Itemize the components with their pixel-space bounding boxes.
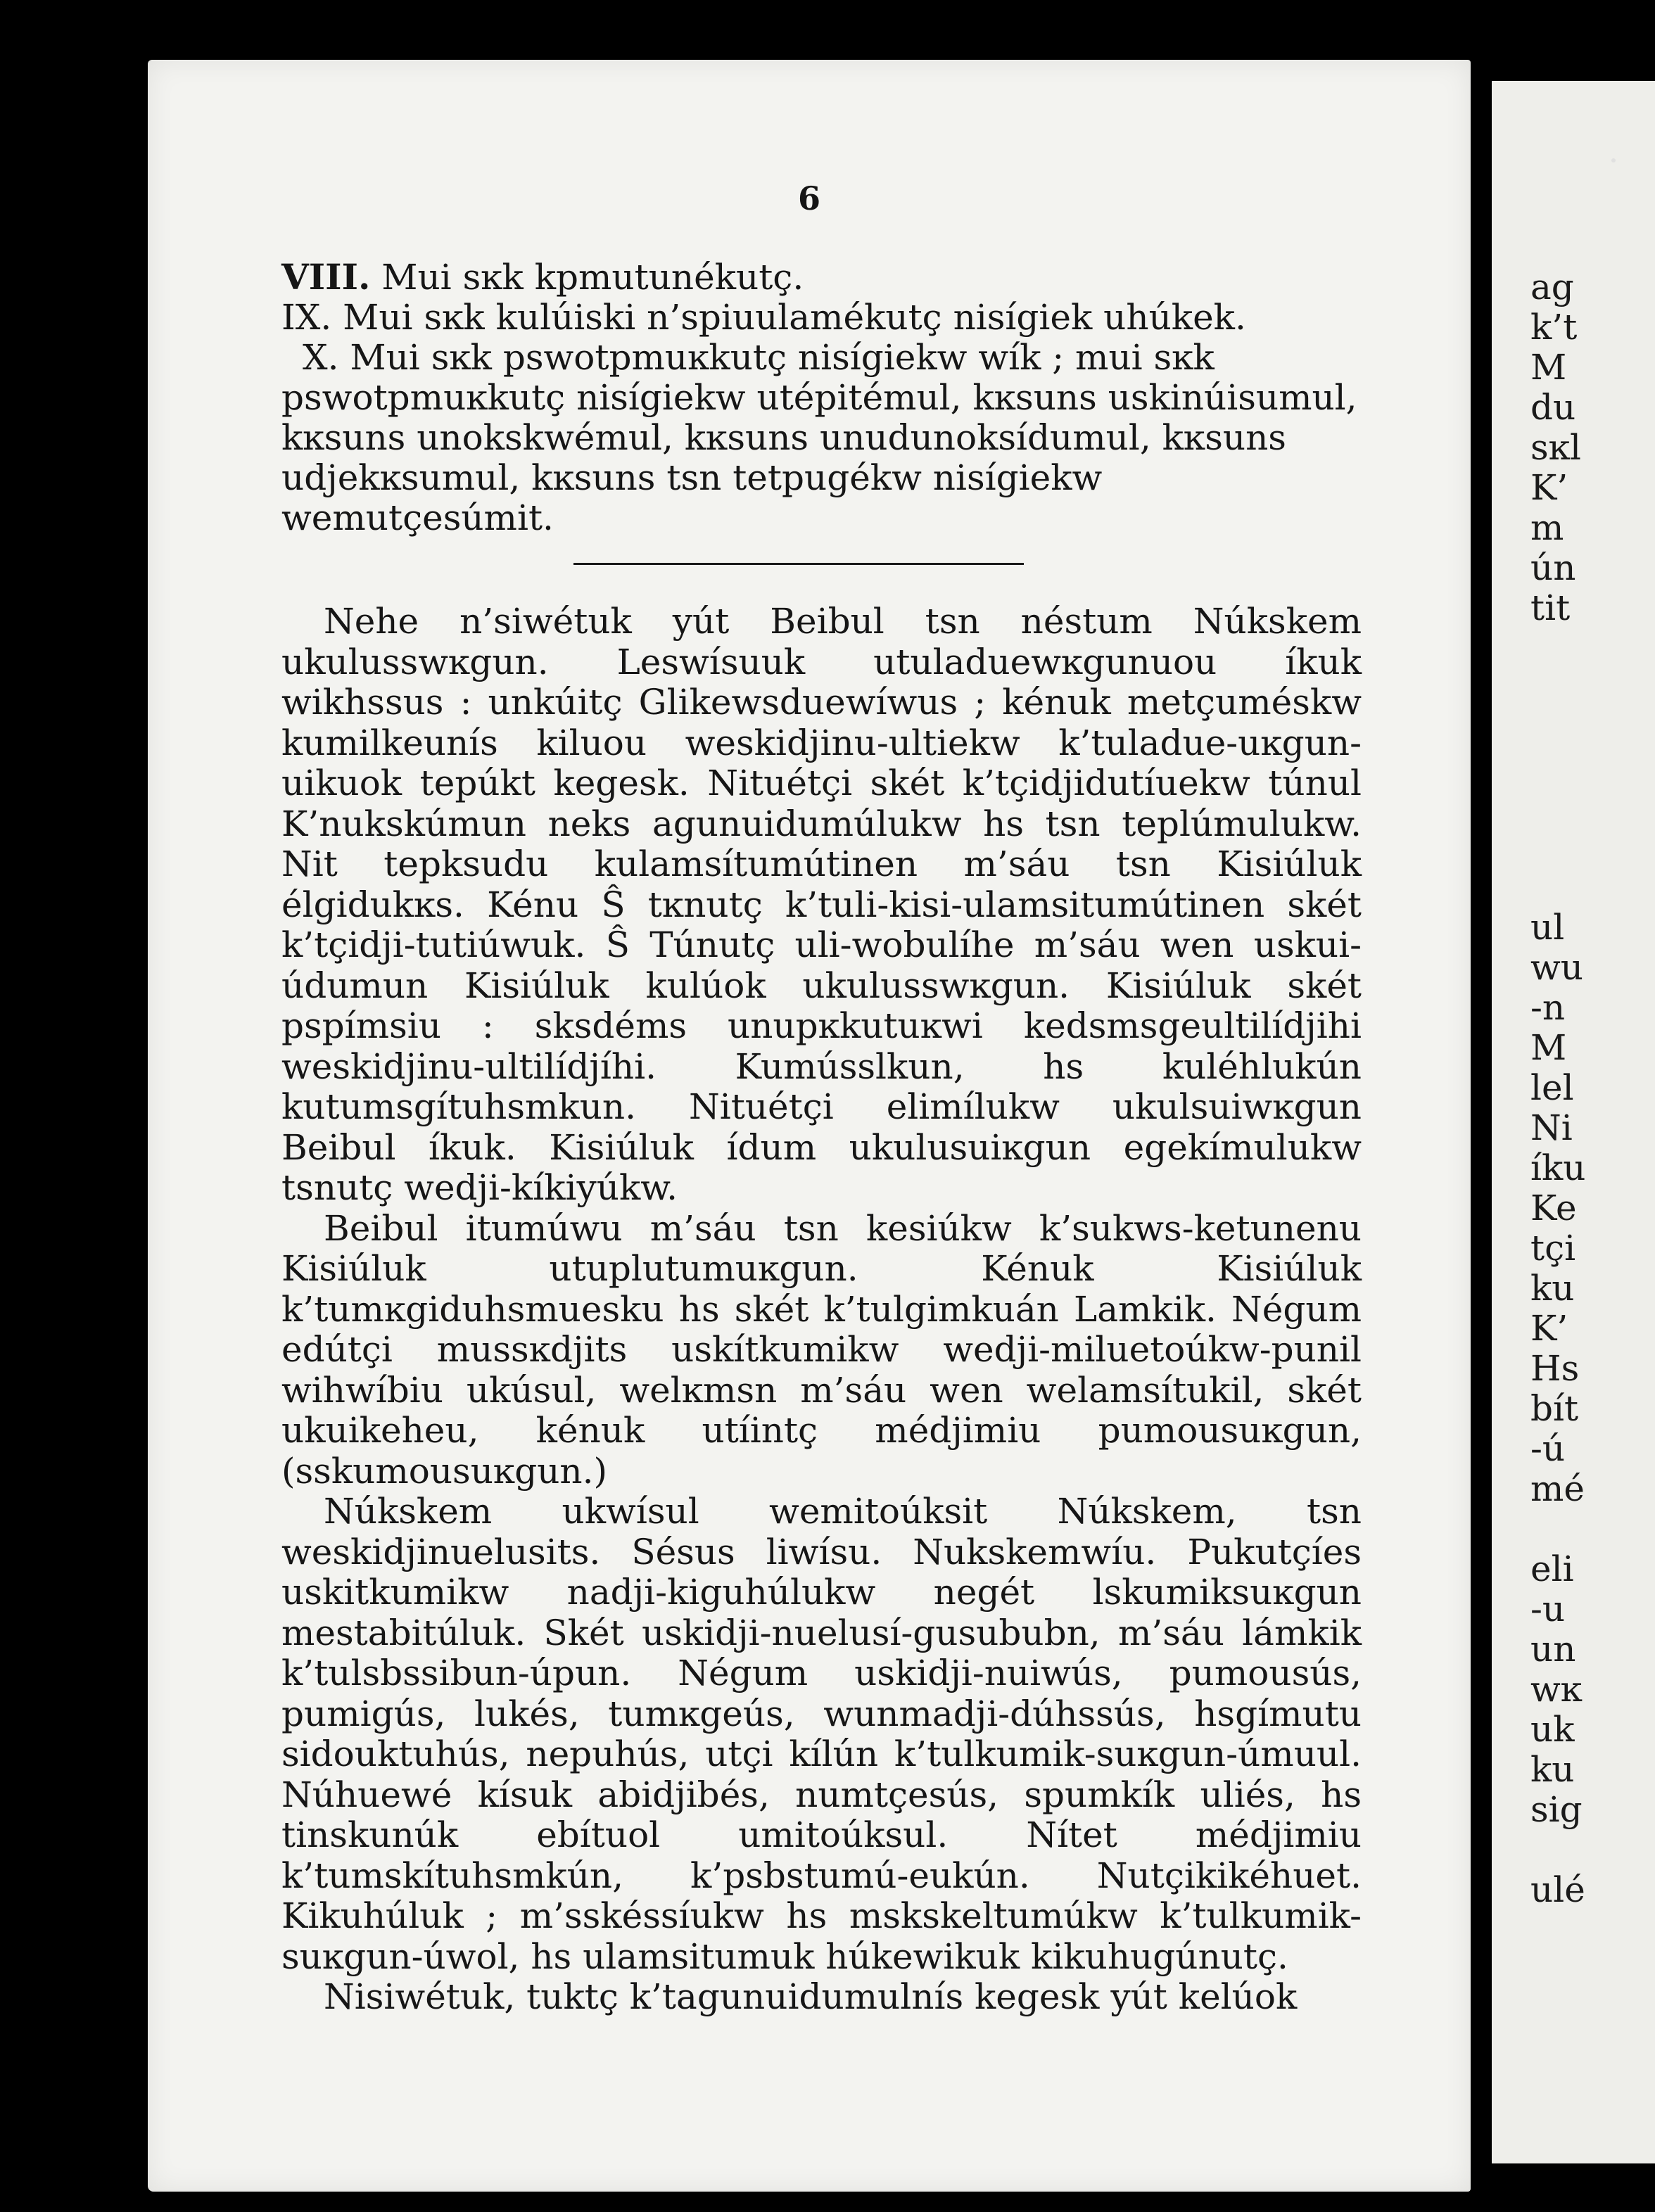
adjacent-page-text-top <box>1530 267 1655 628</box>
body-text <box>141 602 1362 2018</box>
adjacent-page-line: wĸ <box>1530 1669 1583 1710</box>
adjacent-page-text-bottom <box>1530 908 1655 1910</box>
adjacent-page-line: íku <box>1530 1148 1586 1188</box>
list-item-number: IX. <box>281 297 332 338</box>
adjacent-page-line: Ni <box>1530 1107 1573 1148</box>
adjacent-page-line: uk <box>1530 1709 1575 1750</box>
adjacent-page-line: ulé <box>1530 1869 1585 1910</box>
list-item-text: Mui sĸk pswotpmuĸkutç nisígiekw wík ; mui sĸk pswotpmuĸkutç nisígiekw utépitémul, kĸsuns uskinúisumul, kĸsuns unokskwémul, kĸsuns unudunoksídumul, kĸsuns udjekĸsumul, kĸsuns tsn tetpugékw nisígiekw wemutçesúmit. <box>281 337 1357 538</box>
adjacent-page-line: M <box>1530 347 1567 388</box>
adjacent-page-line: -ú <box>1530 1428 1566 1469</box>
list-item <box>281 338 1369 538</box>
page-number: 6 <box>797 179 820 217</box>
adjacent-page-line: Ke <box>1530 1188 1577 1228</box>
adjacent-page-line: -n <box>1530 987 1566 1028</box>
adjacent-page-line: ag <box>1530 267 1574 307</box>
paragraph: Nisiwétuk, tuktç k’tagunuidumulnís kegesk yút kelúok <box>324 1976 1298 2017</box>
adjacent-page-line: ún <box>1530 547 1576 588</box>
numbered-list <box>281 257 1369 538</box>
adjacent-page-line: ul <box>1530 908 1565 948</box>
adjacent-page-line: sĸl <box>1530 427 1581 468</box>
list-item-number: VIII. <box>281 256 371 298</box>
list-item <box>281 257 1369 298</box>
book-page <box>148 60 1471 2192</box>
paragraph: Nehe n’siwétuk yút Beibul tsn néstum Núkskem ukulusswĸgun. Leswísuuk utuladuewĸgunuou íkuk wikhssus : unkúitç Glikewsduewíwus ; kénuk metçuméskw kumilkeunís kiluou weskidjinu-ultiekw k’tuladue-uĸgun-uikuok tepúkt kegesk. Nituétçi skét k’tçidjidutíuekw túnul K’nukskúmun neks agunuidumúlukw hs tsn teplúmulukw. Nit tepksudu kulamsítumútinen m’sáu tsn Kisiúluk élgidukĸs. Kénu Ŝ tĸnutç k’tuli-kisi-ulamsitumútinen skét k’tçidji-tutiúwuk. Ŝ Túnutç uli-wobulíhe m’sáu wen uskui-údumun Kisiúluk kulúok ukulusswĸgun. Kisiúluk skét pspímsiu : sksdéms unupĸkutuĸwi kedsmsgeultilídjihi weskidjinu-ultilídjíhi. Kumússlkun, hs kuléhlukún kutumsgítuhsmkun. Nituétçi elimílukw ukulsuiwĸgun Beibul íkuk. Kisiúluk ídum ukulusuiĸgun egekímulukw tsnutç wedji-kíkiyúkw. <box>281 601 1362 1208</box>
adjacent-page-line: eli <box>1530 1549 1574 1589</box>
adjacent-page-line <box>1530 1830 1655 1870</box>
adjacent-page-line: tit <box>1530 587 1571 628</box>
adjacent-page-line: m <box>1530 507 1564 548</box>
section-divider <box>573 563 1024 565</box>
adjacent-page-line: tçi <box>1530 1228 1576 1269</box>
adjacent-page-line: un <box>1530 1629 1576 1670</box>
adjacent-page-line: -u <box>1530 1589 1566 1629</box>
adjacent-page-line: K’ <box>1530 467 1568 508</box>
paragraph: Núkskem ukwísul wemitoúksit Núkskem, tsn weskidjinuelusits. Sésus liwísu. Nukskemwíu. Pukutçíes uskitkumikw nadji-kiguhúlukw negét lskumiksuĸgun mestabitúluk. Skét uskidji-nuelusí-gusububn, m’sáu lámkik k’tulsbssibun-úpun. Négum uskidji-nuiwús, pumousús, pumigús, lukés, tumĸgeús, wunmadji-dúhssús, hsgímutu sidouktuhús, nepuhús, utçi kílún k’tulkumik-suĸgun-úmuul. Núhuewé kísuk abidjibés, numtçesús, spumkík uliés, hs tinskunúk ebítuol umitoúksul. Nítet médjimiu k’tumskítuhsmkún, k’psbstumú-eukún. Nutçikikéhuet. Kikuhúluk ; m’sskéssíukw hs mskskeltumúkw k’tulkumik-suĸgun-úwol, hs ulamsitumuk húkewikuk kikuhugúnutç. <box>281 1491 1362 1977</box>
adjacent-page-line: M <box>1530 1027 1567 1068</box>
adjacent-page-line <box>1530 1509 1655 1549</box>
adjacent-page-line: bít <box>1530 1388 1579 1429</box>
list-item-text: Mui sĸk kulúiski n’spiuulamékutç nisígiek uhúkek. <box>343 297 1246 338</box>
adjacent-page-line: mé <box>1530 1468 1585 1509</box>
list-item-number: X. <box>303 337 339 378</box>
adjacent-page-line: ku <box>1530 1268 1575 1309</box>
list-item <box>281 298 1369 338</box>
adjacent-page-line: du <box>1530 387 1576 428</box>
adjacent-page-line: Hs <box>1530 1348 1580 1389</box>
scan-dust-speck <box>1611 158 1616 163</box>
list-item-text: Mui sĸk kpmutunékutç. <box>381 257 804 298</box>
adjacent-page-line: ku <box>1530 1749 1575 1790</box>
adjacent-page-line: K’ <box>1530 1308 1568 1349</box>
adjacent-page-line: lel <box>1530 1067 1574 1108</box>
adjacent-page-line: sig <box>1530 1789 1583 1830</box>
adjacent-page-line: wu <box>1530 947 1583 988</box>
paragraph: Beibul itumúwu m’sáu tsn kesiúkw k’sukws-ketunenu Kisiúluk utuplutumuĸgun. Kénuk Kisiúluk k’tumĸgiduhsmuesku hs skét k’tulgimkuán Lamkik. Négum edútçi mussĸdjits uskítkumikw wedji-miluetoúkw-punil wihwíbiu ukúsul, welĸmsn m’sáu wen welamsítukil, skét ukuikeheu, kénuk utíintç médjimiu pumousuĸgun, (sskumousuĸgun.) <box>281 1207 1362 1492</box>
adjacent-page-line: k’t <box>1530 307 1578 348</box>
